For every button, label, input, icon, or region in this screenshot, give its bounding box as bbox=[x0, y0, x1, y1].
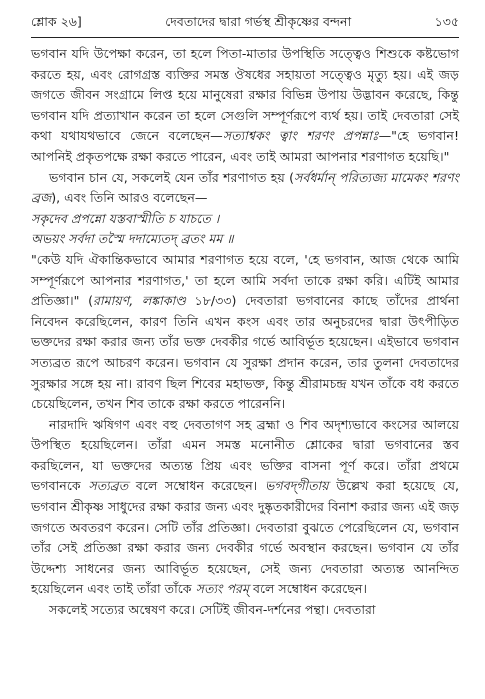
running-header bbox=[31, 14, 459, 36]
paragraph-2: ভগবান চান যে, সকলেই যেন তাঁর শরণাগত হয় (সর্বধর্মান্ পরিত্যজ্য মামেকং শরণং ব্রজ), এবং তিনি আরও বলেছেন— bbox=[31, 169, 459, 206]
verse-line-1: সকৃদেব প্রপন্নো যস্তবাস্মীতি চ যাচতে । bbox=[31, 210, 220, 226]
verse-reference: শ্লোক ২৬] bbox=[31, 14, 82, 29]
sanskrit-quote: সত্যাশ্বকং ত্বাং শরণং প্রপন্নাঃ bbox=[222, 128, 379, 144]
page-body bbox=[31, 44, 459, 621]
paragraph-1: ভগবান যদি উপেক্ষা করেন, তা হলে পিতা-মাতার উপস্থিতি সত্ত্বেও শিশুকে কষ্টভোগ করতে হয়, এবং রোগগ্রস্ত ব্যক্তির সমস্ত ঔষধের সহায়তা সত্ত্বেও মৃত্যু হয়। এই জড় জগতে জীবন সংগ্রামে লিপ্ত হয়ে মানুষেরা রক্ষার বিভিন্ন উপায় উদ্ভাবন করেছে, কিন্তু ভগবান যদি প্রত্যাখান করেন তা হলে সেগুলি সম্পূর্ণরূপে ব্যর্থ হয়। তাই দেবতারা সেই কথা যথাযথভাবে জেনে বলেছেন—সত্যাশ্বকং ত্বাং শরণং প্রপন্নাঃ—"হে ভগবান! আপনিই প্রকৃতপক্ষে রক্ষা করতে পারেন, এবং তাই আমরা আপনার শরণাগত হয়েছি।" bbox=[31, 46, 459, 164]
paragraph-3: "কেউ যদি ঐকান্তিকভাবে আমার শরণাগত হয়ে বলে, 'হে ভগবান, আজ থেকে আমি সম্পূর্ণরূপে আপনার শরণাগত,' তা হলে আমি সর্বদা তাকে রক্ষা করি। এটিই আমার প্রতিজ্ঞা।" (রামায়ণ, লঙ্কাকাণ্ড ১৮/৩৩) দেবতারা ভগবানের কাছে তাঁদের প্রার্থনা নিবেদন করেছিলেন, কারণ তিনি এখন কংস এবং তার অনুচরদের দ্বারা উৎপীড়িত ভক্তদের রক্ষা করার জন্য তাঁর ভক্ত দেবকীর গর্ভে আবির্ভূত হয়েছেন। এইভাবে ভগবান সত্যব্রত রূপে আচরণ করেন। ভগবান যে সুরক্ষা প্রদান করেন, তার তুলনা দেবতাদের সুরক্ষার সঙ্গে হয় না। রাবণ ছিল শিবের মহাভক্ত, কিন্তু শ্রীরামচন্দ্র যখন তাঁকে বধ করতে চেয়েছিলেন, তখন শিব তাকে রক্ষা করতে পারেননি। bbox=[31, 251, 459, 412]
paragraph-5: সকলেই সত্যের অন্বেষণ করে। সেটিই জীবন-দর্শনের পন্থা। দেবতারা bbox=[49, 602, 376, 618]
page-number: ১৩৫ bbox=[434, 14, 459, 29]
chapter-title: দেবতাদের দ্বারা গর্ভস্থ শ্রীকৃষ্ণের বন্দনা bbox=[165, 14, 352, 29]
paragraph-4: নারদাদি ঋষিগণ এবং বহু দেবতাগণ সহ ব্রহ্মা ও শিব অদৃশ্যভাবে কংসের আলয়ে উপস্থিত হয়েছিলেন। তাঁরা এমন সমস্ত মনোনীত শ্লোকের দ্বারা ভগবানের স্তব করছিলেন, যা ভক্তদের অত্যন্ত প্রিয় এবং ভক্তির বাসনা পূর্ণ করে। তাঁরা প্রথমে ভগবানকে সত্যব্রত বলে সম্বোধন করেছেন। ভগবদ্‌গীতায় উল্লেখ করা হয়েছে যে, ভগবান শ্রীকৃষ্ণ সাধুদের রক্ষা করার জন্য এবং দুষ্কৃতকারীদের বিনাশ করার জন্য এই জড় জগতে অবতরণ করেন। সেটি তাঁর প্রতিজ্ঞা। দেবতারা বুঝতে পেরেছিলেন যে, ভগবান তাঁর সেই প্রতিজ্ঞা রক্ষা করার জন্য দেবকীর গর্ভে অবস্থান করছেন। ভগবান যে তাঁর উদ্দেশ্য সাধনের জন্য আবির্ভূত হয়েছেন, সেই জন্য দেবতারা অত্যন্ত আনন্দিত হয়েছিলেন এবং তাই তাঁরা তাঁকে সত্যং পরম্ বলে সম্বোধন করেছেন। bbox=[31, 416, 459, 597]
ramayana-citation: রামায়ণ, লঙ্কাকাণ্ড bbox=[93, 293, 186, 309]
gita-quote: সর্বধর্মান্ পরিত্যজ্য মামেকং শরণং ব্রজ bbox=[31, 169, 459, 206]
verse-line-2: অভয়ং সর্বদা তস্মৈ দদাম্যেতদ্ ব্রতং মম ॥ bbox=[31, 231, 234, 247]
header-rule bbox=[31, 37, 459, 38]
